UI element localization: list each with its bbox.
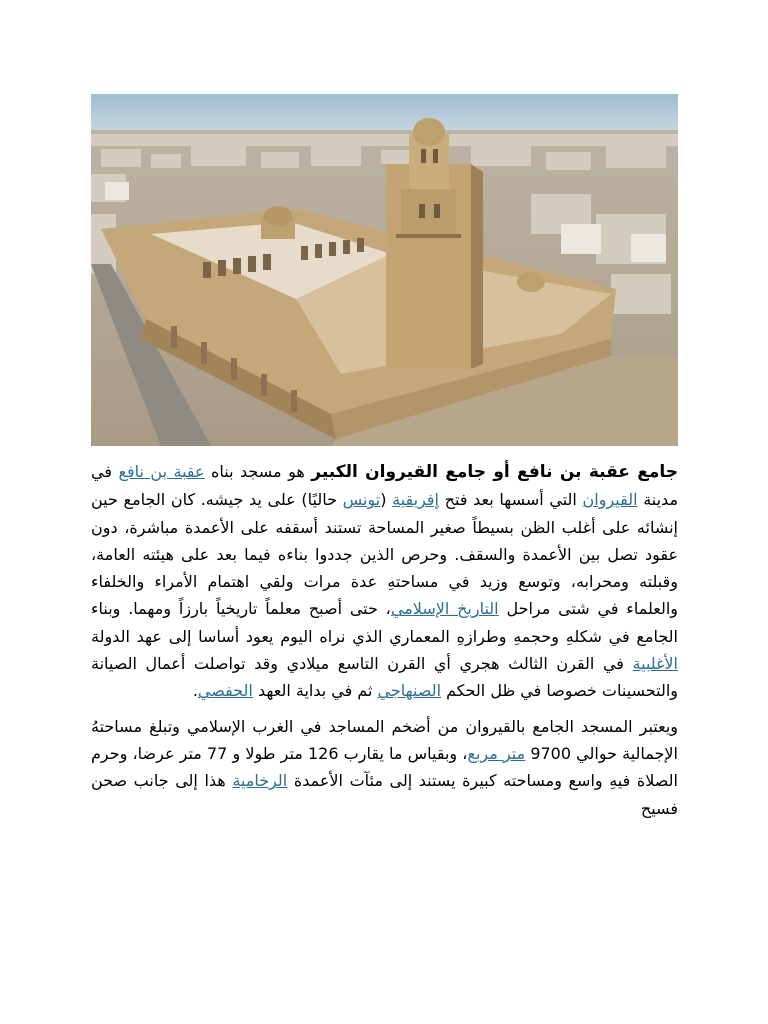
text: حاليًا) على يد جيشه. كان الجامع حين إنشائه على أغلب الظن بسيطاً صغير المساحة تستند أسقفه على الأعمدة مباشرة، دون عقود تصل بين الأعمدة والسقف. وحرص الذين جددوا بناءه فيما بعد على هيئته العامة، وقبلته ومحرابه، وتوسع وزيد في مساحتهِ عدة مرات ولقي اهتمام الأمراء والخلفاء والعلماء في شتى مراحل	[91, 490, 679, 619]
text: (	[380, 490, 393, 510]
link-sanhaja[interactable]: الصنهاجي	[377, 681, 442, 701]
text: .	[192, 681, 198, 701]
link-kairouan[interactable]: القيروان	[582, 490, 638, 510]
text: ويعتبر المسجد الجامع بالقيروان من أضخم المساجد في الغرب الإسلامي وتبلغ مساحتهُ الإجمالية حوالي 9700	[91, 716, 678, 763]
text: ثم في بداية العهد	[252, 681, 378, 701]
article-title: جامع عقبة بن نافع أو جامع القيروان الكبير	[311, 462, 678, 482]
link-square-meter[interactable]: متر مربع	[467, 743, 526, 763]
text: ، وبقياس ما يقارب 126 متر طولا و 77 متر عرضا، وحرم الصلاة فيهِ واسع ومساحته كبيرة يستند إلى مئآت الأعمدة	[91, 743, 678, 791]
text: في مدينة	[91, 462, 679, 510]
mosque-photo	[91, 94, 678, 446]
article-body	[91, 458, 678, 822]
link-islamic-history[interactable]: التاريخ الإسلامي	[390, 599, 499, 619]
text: في القرن الثالث هجري أي القرن التاسع ميلادي وقد تواصلت أعمال الصيانة والتحسينات خصوصا في ظل الحكم	[91, 654, 678, 701]
paragraph-size	[91, 713, 678, 822]
link-hafsid[interactable]: الحفصي	[197, 681, 253, 701]
link-tunisia[interactable]: تونس	[342, 490, 381, 510]
text: ، حتى أصبح معلماً تاريخياً بارزاً ومهما. وبناء الجامع في شكلهِ وحجمهِ وطرازهِ المعماري الذي نراه اليوم يعود أساسا إلى عهد الدولة	[91, 599, 678, 646]
link-aghlabids[interactable]: الأغلبية	[632, 654, 678, 674]
text: هذا إلى جانب صحن فسيح	[91, 771, 678, 818]
link-uqba[interactable]: عقبة بن نافع	[118, 462, 205, 481]
link-ifriqiya[interactable]: إفريقية	[392, 490, 439, 510]
link-marble[interactable]: الرخامية	[232, 771, 288, 791]
text: هو مسجد بناه	[204, 462, 312, 481]
paragraph-intro	[91, 458, 678, 705]
text: التي أسسها بعد فتح	[439, 490, 583, 510]
